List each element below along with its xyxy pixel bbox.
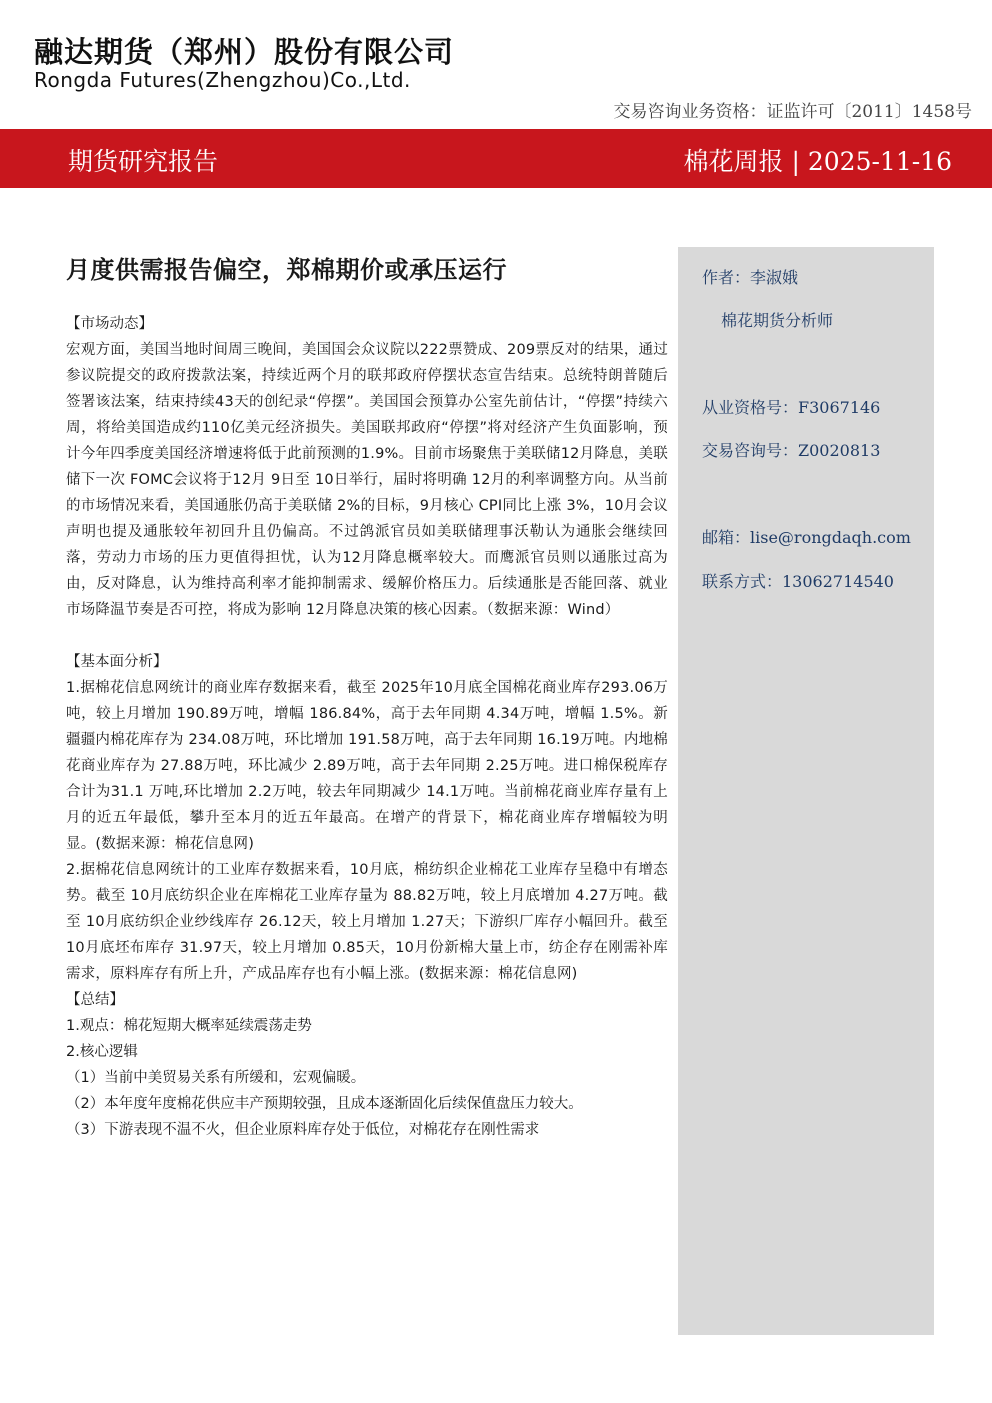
company-name-cn: 融达期货（郑州）股份有限公司 bbox=[34, 35, 455, 69]
summary-heading: 【总结】 bbox=[66, 992, 124, 1008]
summary-logic-3: （3）下游表现不温不火，但企业原料库存处于低位，对棉花存在刚性需求 bbox=[66, 1122, 540, 1138]
summary-logic-1: （1）当前中美贸易关系有所缓和，宏观偏暖。 bbox=[66, 1070, 366, 1086]
fundamental-paragraph-2: 2.据棉花信息网统计的工业库存数据来看，10月底，棉纺织企业棉花工业库存呈稳中有增态势。截至 10月底纺织企业在库棉花工业库存量为 88.82万吨，较上月底增加 4.27万吨。截至 10月底纺织企业纱线库存 26.12天，较上月增加 1.27天；下游织厂库存小幅回升。截至 10月底坯布库存 31.97天，较上月增加 0.85天，10月份新棉大量上市，纺企存在刚需补库需求，原料库存有所上升，产成品库存也有小幅上涨。(数据来源：棉花信息网) bbox=[66, 862, 668, 982]
company-name-en: Rongda Futures(Zhengzhou)Co.,Ltd. bbox=[34, 68, 411, 92]
summary-view: 1.观点：棉花短期大概率延续震荡走势 bbox=[66, 1018, 312, 1034]
banner-report-type: 期货研究报告 bbox=[68, 147, 219, 176]
fundamental-heading: 【基本面分析】 bbox=[66, 654, 168, 670]
author-name: 作者：李淑娥 bbox=[702, 268, 799, 287]
consult-number: 交易咨询号：Z0020813 bbox=[702, 441, 881, 460]
author-email[interactable]: 邮箱：lise@rongdaqh.com bbox=[702, 528, 911, 547]
report-banner bbox=[0, 129, 992, 188]
report-body bbox=[66, 250, 668, 1143]
summary-logic: 2.核心逻辑 bbox=[66, 1044, 138, 1060]
author-role: 棉花期货分析师 bbox=[721, 311, 834, 330]
report-title: 月度供需报告偏空，郑棉期价或承压运行 bbox=[66, 255, 507, 284]
fundamental-paragraph-1: 1.据棉花信息网统计的商业库存数据来看，截至 2025年10月底全国棉花商业库存293.06万吨，较上月增加 190.89万吨，增幅 186.84%，高于去年同期 4.34万吨，增幅 1.5%。新疆疆内棉花库存为 234.08万吨，环比增加 191.58万吨，高于去年同期 16.19万吨。内地棉花商业库存为 27.88万吨，环比减少 2.89万吨，高于去年同期 2.25万吨。进口棉保税库存合计为31.1 万吨,环比增加 2.2万吨，较去年同期减少 14.1万吨。当前棉花商业库存量有上月的近五年最低，攀升至本月的近五年最高。在增产的背景下，棉花商业库存增幅较为明显。(数据来源：棉花信息网) bbox=[66, 680, 668, 852]
summary-logic-2: （2）本年度年度棉花供应丰产预期较强，且成本逐渐固化后续保值盘压力较大。 bbox=[66, 1096, 583, 1112]
banner-report-date: 棉花周报 | 2025-11-16 bbox=[683, 147, 952, 176]
market-heading: 【市场动态】 bbox=[66, 316, 153, 332]
author-phone: 联系方式：13062714540 bbox=[702, 572, 894, 591]
author-sidebar bbox=[678, 247, 934, 1335]
market-paragraph: 宏观方面，美国当地时间周三晚间，美国国会众议院以222票赞成、209票反对的结果，通过参议院提交的政府拨款法案，持续近两个月的联邦政府停摆状态宣告结束。总统特朗普随后签署该法案，结束持续43天的创纪录“停摆”。美国国会预算办公室先前估计，“停摆”持续六周，将给美国造成约110亿美元经济损失。美国联邦政府“停摆”将对经济产生负面影响，预计今年四季度美国经济增速将低于此前预测的1.9%。目前市场聚焦于美联储12月降息，美联储下一次 FOMC会议将于12月 9日至 10日举行，届时将明确 12月的利率调整方向。从当前的市场情况来看，美国通胀仍高于美联储 2%的目标，9月核心 CPI同比上涨 3%，10月会议声明也提及通胀较年初回升且仍偏高。不过鸽派官员如美联储理事沃勒认为通胀会继续回落，劳动力市场的压力更值得担忧，认为12月降息概率较大。而鹰派官员则以通胀过高为由，反对降息，认为维持高利率才能抑制需求、缓解价格压力。后续通胀是否能回落、就业市场降温节奏是否可控，将成为影响 12月降息决策的核心因素。（数据来源：Wind） bbox=[66, 342, 668, 618]
license-number: 交易咨询业务资格：证监许可〔2011〕1458号 bbox=[613, 102, 972, 122]
qualification-number: 从业资格号：F3067146 bbox=[702, 398, 881, 417]
